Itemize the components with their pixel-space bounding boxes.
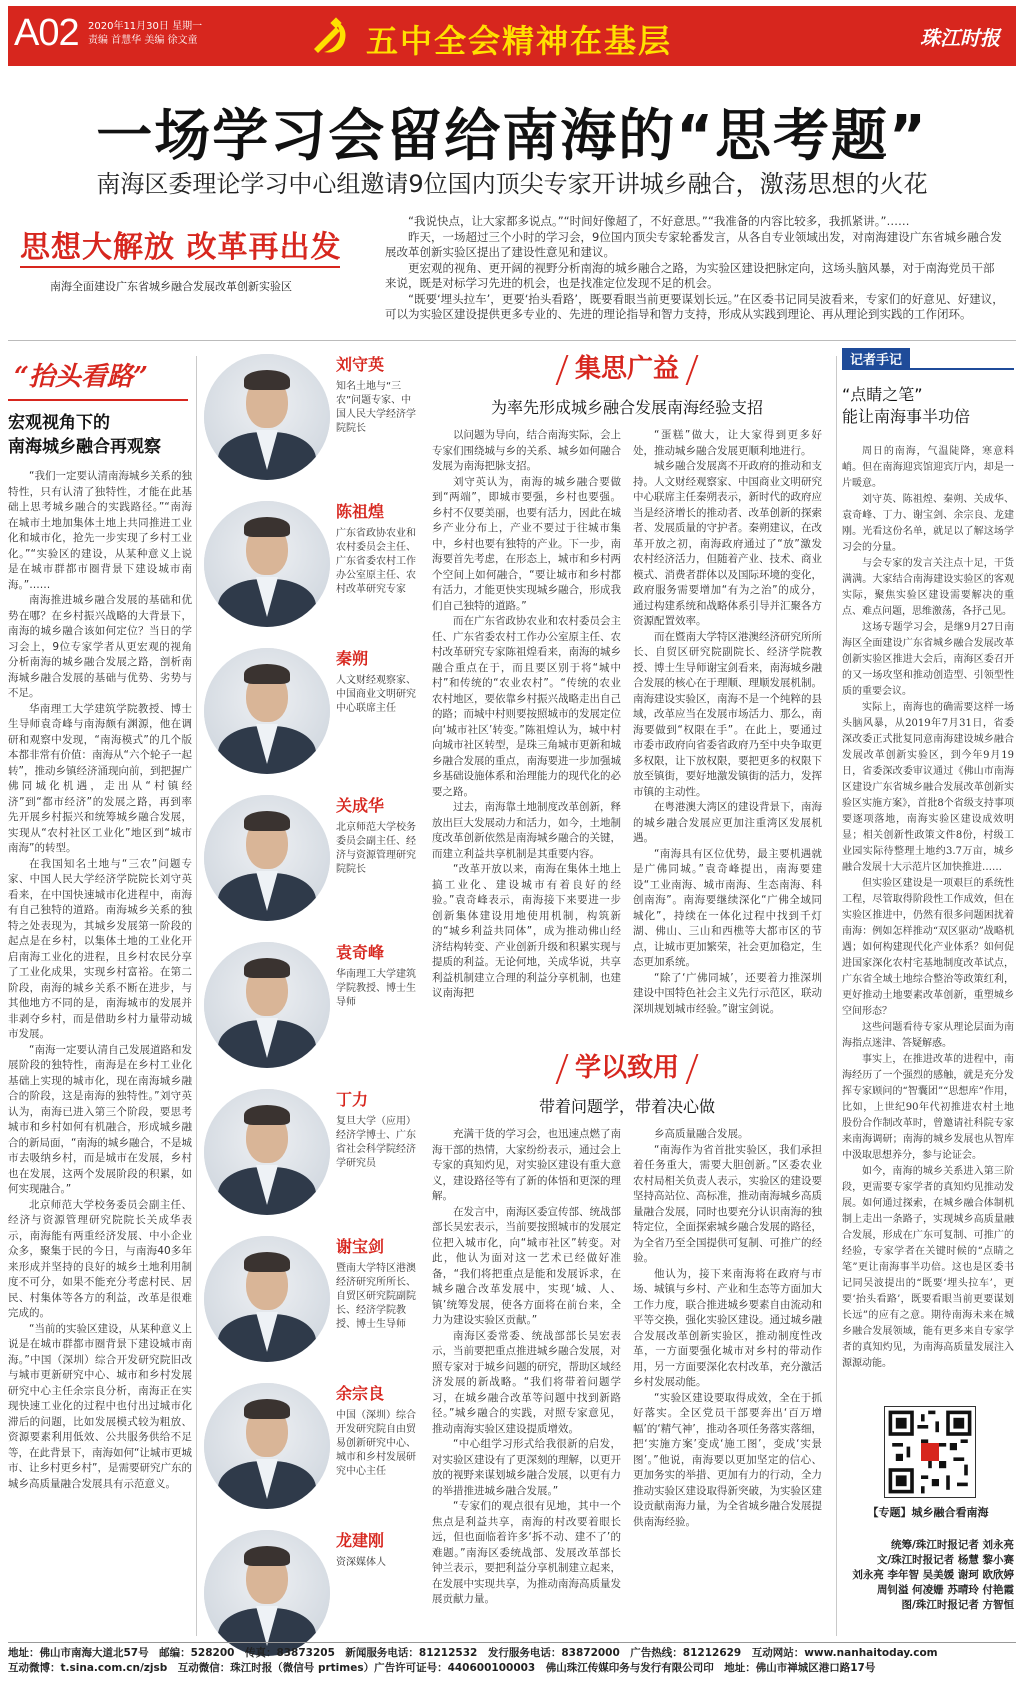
expert-title: 广东省政协农业和农村委员会主任、广东省委农村工作办公室原主任、农村改革研究专家 xyxy=(336,528,416,595)
paragraph: 乡高质量融合发展。 xyxy=(654,1128,749,1140)
expert-photo xyxy=(204,354,330,480)
paragraph: “南海具有区位优势，最主要机遇就是广佛同城。”袁奇峰提出，南海要建设“工业南海、城市南海、生态南海、科创南海”。南海要继续深化“广佛全域同城化”，持续在一体化过程中找到千灯湖、佛山、三山和西樵等大都市区的节点，让城市更加繁荣，社会更加稳定，生态更加系统。 xyxy=(633,847,822,968)
paragraph: 南海推进城乡融合发展的基础和优势在哪？在乡村振兴战略的大背景下，南海的城乡融合该如何定位？当日的学习会上，9位专家学者从更宏观的视角分析南海的城乡融合发展之路，剖析南海城乡融合发展的基础与优势、劣势与不足。 xyxy=(8,594,192,699)
text-column xyxy=(633,428,822,1017)
editor-text: 责编 首慧华 美编 徐文童 xyxy=(88,35,198,46)
paragraph: “南海作为省首批实验区，我们承担着任务重大，需要大胆创新。”区委农业农村局相关负责人表示，实验区的建设要坚持高站位、高标准，推动南海城乡高质量融合发展，同时也要充分认识南海的独特定位，全面探索城乡融合发展的路径，为全省乃至全国提供可复制、可推广的经验。 xyxy=(633,1143,822,1264)
expert-title: 华南理工大学建筑学院教授、博士生导师 xyxy=(336,969,416,1008)
expert-card xyxy=(200,348,425,495)
text-column xyxy=(432,1127,621,1608)
expert-photo xyxy=(204,795,330,921)
paragraph: “除了‘广佛同城’，还要着力推深圳建设中国特色社会主义先行示范区，联动深圳规划城市经验。”谢宝剑说。 xyxy=(633,971,822,1015)
paragraph: “当前的实验区建设，从某种意义上说是在城市群都市圈背景下建设城市南海。”中国（深圳）综合开发研究院旧改与城市更新研究中心、城市和乡村发展研究中心主任余宗良分析，南海正在实现快速工业化的过程中也付出过城市化滞后的问题，比如发展模式较为粗放、资源要素利用低效、公共服务供给不足等，在此背景下，南海如何“让城市更城市、让乡村更乡村”，是需要研究广东的城乡高质量融合发展具有示范意义。 xyxy=(8,1322,192,1490)
paragraph: 与会专家的发言关注点十足，干货满满。大家结合南海建设实验区的客观实际，聚焦实验区建设需要解决的重点、难点问题，思维激荡，各抒己见。 xyxy=(842,558,1014,617)
paragraph: 事实上，在推进改革的进程中，南海经历了一个强烈的感触，就是充分发挥专家顾问的“智囊团”“思想库”作用，比如，上世纪90年代初推进农村土地股份合作制改革时，曾邀请社科院专家来南海调研；南海的城乡发展也从智库中汲取思想养分，参与论证会。 xyxy=(842,1054,1014,1161)
expert-card xyxy=(200,1083,425,1230)
headline: 一场学习会留给南海的“思考题” xyxy=(96,104,928,169)
heading-slash xyxy=(556,355,569,385)
reporter-notes xyxy=(842,348,1014,1611)
text-column xyxy=(633,1127,822,1608)
paragraph: 在发言中，南海区委宣传部、统战部部长吴宏表示，当前要按照城市的发展定位把入城市化，向“城市社区”转变。对此，他认为面对这一艺术已经做好准备，“我们将把重点是能和发展诉求，在城乡融合改革发展中，实现‘城、人、镇’统筹发展，使各方面将在前台来，全力为建设实验区贡献。” xyxy=(432,1205,621,1326)
paragraph: 华南理工大学建筑学院教授、博士生导师袁奇峰与南海颇有渊源，他在调研和观察中发现，“南海模式”的几个版本都非常有价值：南海从“六个轮子一起转”，推动乡镇经济涌现向前，到把握广佛同城化机遇，走出从“村镇经济”到“都市经济”的发展之路，再到率先开展乡村振兴和统筹城乡融合发展，实现从“农村社区工业化”地区到“城市南海”的转型。 xyxy=(8,702,192,854)
expert-photo xyxy=(204,1530,330,1656)
expert-name: 丁力 xyxy=(336,1090,369,1109)
slogan-divider xyxy=(20,266,340,268)
slogan-box xyxy=(20,222,360,310)
intro-paragraph: “我说快点，让大家都多说点。”“时间好像超了，不好意思。”“我准备的内容比较多，我抓紧讲。”…… xyxy=(408,214,910,228)
expert-list xyxy=(200,348,425,1671)
expert-name: 袁奇峰 xyxy=(336,943,385,962)
expert-title: 知名土地与“三农”问题专家、中国人民大学经济学院院长 xyxy=(336,381,416,434)
intro-paragraph: 更宏观的视角、更开阔的视野分析南海的城乡融合之路，为实验区建设把脉定向，这场头脑风暴，对于南海党员干部来说，既是对标学习先进的机会，也是找准定位发现不足的机会。 xyxy=(385,260,995,290)
intro-text xyxy=(385,214,1005,323)
expert-name: 刘守英 xyxy=(336,355,385,374)
section-subheading-b: 带着问题学，带着决心做 xyxy=(538,1097,715,1116)
expert-card xyxy=(200,789,425,936)
paragraph: 实际上，南海也的确需要这样一场头脑风暴，从2019年7月31日，省委深改委正式批复同意南海建设城乡融合发展改革创新实验区，到今年9月19日，省委深改委审议通过《佛山市南海区建设广东省城乡融合发展改革创新实验区实施方案》，首批8个省级支持事项要逐项落地，南海实验区建设成效明显；相关创新性政策文件8份，村级工业园实际待整理土地约3.7万亩，城乡融合发展十大示范片区加快推进…… xyxy=(842,702,1014,873)
qr-caption: 【专题】城乡融合看南海 xyxy=(867,1506,989,1519)
expert-card xyxy=(200,1377,425,1524)
main-article xyxy=(432,348,822,1608)
paragraph: 如今，南海的城乡关系进入第三阶段，更需要专家学者的真知灼见推动发展。如何通过探索，在城乡融合体制机制上走出一条路子，实现城乡高质量融合发展，形成在广东可复制、可推广的经验，专家学者在关键时候的“点睛之笔”更让南海事半功倍。这也是区委书记同吴波提出的“既要‘埋头拉车’，更要‘抬头看路’，既要看眼当前更要谋划长远”的应有之意。期待南海未来在城乡融合发展领域，能有更多来自专家学者的真知灼见，为南海高质量发展注入源源动能。 xyxy=(842,1166,1014,1369)
paragraph: 刘守英认为，南海的城乡融合要做到“两端”，即城市要强，乡村也要强。乡村不仅要美丽，也要有活力，因此在城乡产业分布上，产业不要过于往城市集中，乡村也要有独特的产业。下一步，南海要首先考虑，在形态上，城市和乡村两个空间上如何融合，“要让城市和乡村都有活力，才能更快实现城乡融合，形成我们自己独特的道路。” xyxy=(432,475,621,612)
paragraph: 他认为，接下来南海将在政府与市场、城镇与乡村、产业和生态等方面加大工作力度，联合推进城乡要素自由流动和平等交换，强化实验区建设。通过城乡融合发展改革创新实验区，推动制度性改革，一方面要强化城市对乡村的带动作用，另一方面要深化农村改革，充分激活乡村发展动能。 xyxy=(633,1267,822,1388)
expert-photo xyxy=(204,501,330,627)
expert-card xyxy=(200,642,425,789)
expert-name: 余宗良 xyxy=(336,1384,385,1403)
paragraph: “我们一定要认清南海城乡关系的独特性，只有认清了独特性，才能在此基础上思考城乡融合的实践路径。”“南海在城市土地加集体土地上共同推进工业化和城市化，抢先一步实现了乡村工业化。”“实验区的建设，从某种意义上说是在城市群都市圈背景下建设城市南海。”…… xyxy=(8,470,192,591)
party-emblem-icon xyxy=(306,15,350,59)
page-header xyxy=(8,6,1016,66)
section-title: 五中全会精神在基层 xyxy=(366,22,673,60)
section-heading-text: 学以致用 xyxy=(574,1053,679,1083)
expert-name: 陈祖煌 xyxy=(336,502,385,521)
footer-line: 互动微博：t.sina.com.cn/zjsb 互动微信：珠江时报（微信号 prtimes）广告许可证号：440600100003 佛山珠江传媒印务与发行有限公司印 地址：佛山市禅城区港口路17号 xyxy=(8,1662,876,1674)
expert-name: 龙建刚 xyxy=(336,1531,385,1550)
divider xyxy=(8,340,1016,341)
slogan-main: 思想大解放 改革再出发 xyxy=(20,230,342,265)
heading-slash xyxy=(556,1054,569,1084)
expert-card xyxy=(200,1230,425,1377)
credits xyxy=(842,1538,1014,1613)
expert-title: 北京师范大学校务委员会副主任、经济与资源管理研究院院长 xyxy=(336,822,416,875)
heading-slash xyxy=(686,1054,699,1084)
column-heading-line: 南海城乡融合再观察 xyxy=(8,437,161,457)
expert-title: 人文财经观察家、中国商业文明研究中心联席主任 xyxy=(336,675,416,714)
text-column xyxy=(432,428,621,1017)
expert-photo xyxy=(204,648,330,774)
paragraph: “专家们的观点很有见地，其中一个焦点是利益共享，南海的村改要着眼长远，但也面临着许多‘拆不动、建不了’的难题。”南海区委统战部、发展改革部长钟兰表示，要把利益分享机制建立起来，在发展中实现共享，为推动南海高质量发展贡献力量。 xyxy=(432,1500,621,1605)
expert-photo xyxy=(204,942,330,1068)
credit-line: 文/珠江时报记者 杨慧 黎小赛 xyxy=(876,1554,1014,1566)
expert-photo xyxy=(204,1089,330,1215)
paragraph: 周日的南海，气温陡降，寒意料峭。但在南海迎宾馆迎宾厅内，却是一片暖意。 xyxy=(842,446,1014,489)
credit-line: 图/珠江时报记者 方智恒 xyxy=(901,1599,1014,1611)
paragraph: 刘守英、陈祖煌、秦朔、关成华、袁奇峰、丁力、谢宝剑、余宗良、龙建刚。光看这份名单，就足以了解这场学习会的分量。 xyxy=(842,494,1014,553)
expert-photo xyxy=(204,1383,330,1509)
notes-body xyxy=(842,444,1014,1372)
page-footer xyxy=(8,1642,1016,1676)
paragraph: “蛋糕”做大，让大家得到更多好处，推动城乡融合发展更顺利地进行。 xyxy=(633,429,822,457)
newspaper-brand: 珠江时报 xyxy=(920,26,1000,50)
column-heading-line: 宏观视角下的 xyxy=(8,413,110,433)
expert-name: 秦朔 xyxy=(336,649,369,668)
section-heading-b xyxy=(432,1047,822,1084)
credit-line: 刘永亮 李年智 吴美媛 谢珂 欧欣婷 xyxy=(852,1569,1014,1581)
paragraph: 以问题为导向，结合南海实际，会上专家们围绕城与乡的关系、城乡如何融合发展为南海把脉支招。 xyxy=(432,429,621,472)
paragraph: 而在广东省政协农业和农村委员会主任、广东省委农村工作办公室原主任、农村改革研究专家陈祖煌看来，南海的城乡融合重点在于，而且要区别于将“城中村”和传统的“农业农村”。“传统的农业农村地区，要依靠乡村振兴战略走出自己的路；而城中村则要按照城市的发展定位向‘城市社区’转变。”陈祖煌认为，城中村向城市社区转型，是珠三角城市更新和城乡融合发展的重点，南海要进一步加强城乡基础设施体系和治理能力的现代化的必要之路。 xyxy=(432,615,621,798)
column-divider xyxy=(836,356,837,1636)
expert-photo xyxy=(204,1236,330,1362)
expert-title: 暨南大学特区港澳经济研究所所长、自贸区研究院副院长、经济学院教授、博士生导师 xyxy=(336,1263,416,1330)
column-heading xyxy=(8,411,192,459)
credit-line: 统筹/珠江时报记者 刘永亮 xyxy=(891,1539,1014,1551)
intro-paragraph: “既要‘埋头拉车’，更要‘抬头看路’，既要看眼当前更要谋划长远。”在区委书记同吴波看来，专家们的好意见、好建议，可以为实验区建设提供更多专业的、先进的理论指导和智力支持，形成从实践到理论、再从理论到实践的工作闭环。 xyxy=(385,291,1004,321)
paragraph: 过去，南海靠土地制度改革创新，释放出巨大发展动力和活力，如今，土地制度改革创新依然是南海城乡融合的关键，而建立利益共享机制是其重要内容。 xyxy=(432,801,621,860)
section-heading-text: 集思广益 xyxy=(574,354,679,384)
paragraph: 南海区委常委、统战部部长吴宏表示，当前要把重点推进城乡融合发展，对照专家对于城乡问题的研究，帮助区域经济发展的新战略。“我们将带着问题学习，在城乡融合改革等问题中找到新路径。”城乡融合的实践，对照专家意见，推动南海实验区建设提质增效。 xyxy=(432,1329,621,1435)
paragraph: “南海一定要认清自己发展道路和发展阶段的独特性，南海是在乡村工业化基础上实现的城市化，现在南海城乡融合的阶段，这是南海的独特性。”刘守英认为，南海已进入第三个阶段，要思考城市和乡村如何有机融合，形成城乡融合的新局面，“南海的城乡融合，不是城市去吸纳乡村，而是城市在发展，乡村也在发展，这两个发展阶段的积累，如何实现融合。” xyxy=(8,1043,192,1195)
footer-line: 地址：佛山市南海大道北57号 邮编：528200 传真：83873205 新闻服务电话：81212532 发行服务电话：83872000 广告热线：81212629 互动网站：www.nanhaitoday.com xyxy=(8,1647,938,1659)
expert-card xyxy=(200,936,425,1083)
subheadline: 南海区委理论学习中心组邀请9位国内顶尖专家开讲城乡融合，激荡思想的火花 xyxy=(96,170,928,198)
intro-paragraph: 昨天，一场超过三个小时的学习会，9位国内顶尖专家轮番发言，从各自专业领域出发，对南海建设广东省城乡融合发展改革创新实验区提出了建设性意见和建议。 xyxy=(385,229,1002,259)
section-subheading-a: 为率先形成城乡融合发展南海经验支招 xyxy=(490,398,763,417)
credit-line: 周钊溢 何凌姗 苏晴玲 付艳霞 xyxy=(877,1584,1014,1596)
paragraph: 在我国知名土地与“三农”问题专家、中国人民大学经济学院院长刘守英看来，在中国快速城市化进程中，南海有自己独特的道路。南海城乡关系的独特之处表现为，其城乡发展第一阶段的起点是在乡村，以集体土地的工业化开启南海工业化的进程，且乡村农民分享了工业化成果，实现乡村富裕。在第二阶段，南海的城乡关系不断在进步，与其他地方不同的是，南海城市的发展并非剥夺乡村，而是借助乡村力量带动城市发展。 xyxy=(8,857,192,1040)
section-heading-a xyxy=(432,348,822,385)
column-macro-view xyxy=(8,356,192,1492)
paragraph: 北京师范大学校务委员会副主任、经济与资源管理研究院院长关成华表示，南海能有两重经济发展、中小企业众多，聚集于民的今日，与南海40多年来形成并坚持的良好的城乡土地利用制度不可分，如果不能充分考虑村民、居民、村集体等各方的利益，改革是很难完成的。 xyxy=(8,1198,192,1319)
paragraph: 这些问题看待专家从理论层面为南海指点迷津、答疑解惑。 xyxy=(842,1022,1014,1049)
notes-heading-line: “点睛之笔” xyxy=(842,385,923,404)
paragraph: “改革开放以来，南海在集体土地上搞工业化、建设城市有着良好的经验。”袁奇峰表示，南海接下来要进一步创新集体建设用地使用机制，构筑新的“城乡利益共同体”，成为推动佛山经济结构转变、产业创新升级和积累实现与提质的利益。无论何地，关成华说，共享利益机制建立合理的利益分享机制，也建议南海把 xyxy=(432,863,621,999)
date-text: 2020年11月30日 星期一 xyxy=(88,21,203,32)
column-kicker: “抬头看路” xyxy=(14,362,148,392)
qr-code[interactable] xyxy=(884,1406,976,1498)
expert-title: 复旦大学（应用）经济学博士、广东省社会科学院经济学研究员 xyxy=(336,1116,416,1169)
heading-slash xyxy=(686,355,699,385)
expert-title: 资深媒体人 xyxy=(336,1557,386,1568)
reporter-notes-tag: 记者手记 xyxy=(842,348,910,369)
column-divider xyxy=(196,356,197,1636)
page-number: A02 xyxy=(14,12,79,54)
paragraph: 充满干货的学习会，也迅速点燃了南海干部的热情，大家纷纷表示，通过会上专家的真知灼见，对实验区建设有重大意义，建设路径等有了新的体悟和更深的理解。 xyxy=(432,1128,621,1202)
notes-heading xyxy=(842,384,1014,428)
paragraph: “中心组学习形式给我很新的启发，对实验区建设有了更深刻的理解，以更开放的视野来谋划城乡融合发展，以更有力的举措推进城乡融合发展。” xyxy=(432,1438,621,1497)
slogan-sub: 南海全面建设广东省城乡融合发展改革创新实验区 xyxy=(50,280,292,293)
paragraph: 城乡融合发展离不开政府的推动和支持。人文财经观察家、中国商业文明研究中心联席主任秦朔表示，新时代的政府应当是经济增长的推动者、改革创新的探索者、发展质量的守护者。秦朔建议，在改革开放之初，南海政府通过了“放”激发农村经济活力，但随着产业、技术、商业模式、消费者群体以及国际环境的变化，政府服务需要增加“有为之治”的成分，通过构建系统和战略体系引导并汇聚各方资源配置效率。 xyxy=(633,460,822,627)
notes-heading-line: 能让南海事半功倍 xyxy=(842,407,971,426)
kicker-underline xyxy=(8,399,188,401)
column-body xyxy=(8,469,192,1492)
section-a-body xyxy=(432,428,822,1017)
paragraph: 在粤港澳大湾区的建设背景下，南海的城乡融合发展应更加注重湾区发展机遇。 xyxy=(633,801,822,844)
section-b-body xyxy=(432,1127,822,1608)
paragraph: 而在暨南大学特区港澳经济研究所所长、自贸区研究院副院长、经济学院教授、博士生导师谢宝剑看来，南海城乡融合发展的核心在于理顺、理顺发展机制。南海建设实验区，南海不是一个纯粹的县域，改革应当在发展市场活力、那么，南海要做到“权限在手”。在此上，要通过市委市政府向省委省政府乃至中央争取更多权限，让下放权限，要把更多的权限下放至镇街，要好地激发镇街的活力，发挥市镇的主动性。 xyxy=(633,630,822,798)
expert-name: 关成华 xyxy=(336,796,385,815)
date-line xyxy=(88,20,202,48)
paragraph: 这场专题学习会，是继9月27日南海区全面建设广东省城乡融合发展改革创新实验区推进大会后，南海区委召开的又一场攻坚和推动创造型、引领型性质的重要会议。 xyxy=(842,622,1014,697)
paragraph: 但实验区建设是一项艰巨的系统性工程，尽管取得阶段性工作成效，但在实验区推进中，仍然有很多问题困扰着南海：例如怎样推动“双区驱动”战略机遇；如何构建现代化产业体系？如何促进国家深化农村宅基地制度改革试点，广东省全域土地综合整治等政策红利，更好推动土地要素改革创新，重塑城乡空间形态？ xyxy=(842,878,1014,1017)
expert-title: 中国（深圳）综合开发研究院自由贸易创新研究中心、城市和乡村发展研究中心主任 xyxy=(336,1410,416,1477)
paragraph: “实验区建设要取得成效，全在于抓好落实。全区党员干部要奔出‘百万增幅’的‘精气神’，推动各项任务落实落细，把‘实施方案’变成‘施工图’，变成‘实景图’。”他说，南海要以更加坚定的信心、更加务实的举措、更加有力的行动，全力推动实验区建设取得新突破，为实验区建设贡献南海力量，为全省城乡融合发展提供南海经验。 xyxy=(633,1391,822,1528)
expert-name: 谢宝剑 xyxy=(336,1237,385,1256)
expert-card xyxy=(200,495,425,642)
